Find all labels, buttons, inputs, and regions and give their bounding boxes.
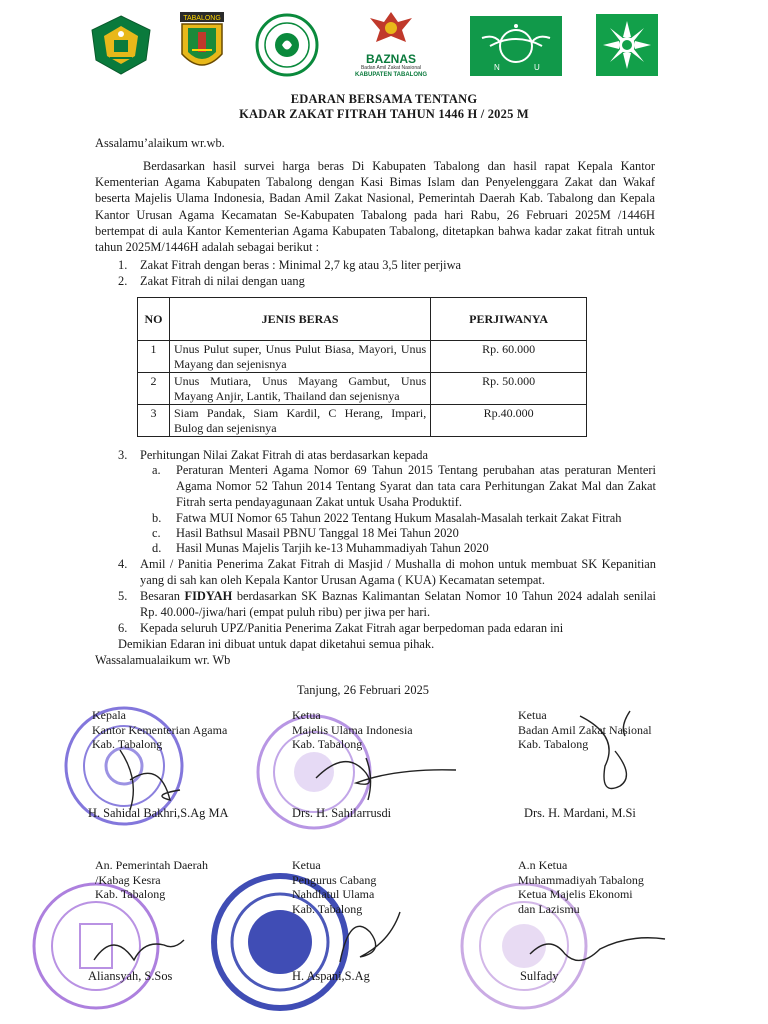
baznas-subtitle: Badan Amil Zakat Nasional: [360, 65, 422, 71]
header-jenis-beras: JENIS BERAS: [169, 298, 430, 341]
nu-logo: [470, 16, 562, 76]
point-4-number: 4.: [118, 557, 128, 571]
table-header-row: [138, 298, 587, 341]
fidyah-bold: FIDYAH: [184, 589, 233, 603]
subpoint-b-text: Fatwa MUI Nomor 65 Tahun 2022 Tentang Hukum Masalah-Masalah terkait Zakat Fitrah: [176, 511, 622, 525]
title-line-2: KADAR ZAKAT FITRAH TAHUN 1446 H / 2025 M: [239, 107, 529, 121]
header-no: NO: [138, 298, 170, 341]
muhammadiyah-logo: [596, 14, 658, 76]
baznas-region: KABUPATEN TABALONG: [355, 72, 427, 78]
point-2-text: Zakat Fitrah di nilai dengan uang: [140, 274, 305, 288]
subpoint-c-text: Hasil Bathsul Masail PBNU Tanggal 18 Mei Tahun 2020: [176, 526, 459, 540]
signatory-muhammadiyah-name: Sulfady: [520, 969, 559, 983]
table-row: [138, 341, 587, 373]
signatory-pemda: An. Pemerintah Daerah /Kabag Kesra Kab. Tabalong: [95, 858, 208, 901]
place-date: Tanjung, 26 Februari 2025: [297, 683, 429, 697]
subpoint-d-letter: d.: [152, 541, 162, 555]
point-5-number: 5.: [118, 589, 128, 603]
signature-muhammadiyah: [520, 924, 670, 974]
svg-text:N: N: [494, 63, 500, 72]
row-no: 2: [138, 373, 170, 405]
point-3-number: 3.: [118, 448, 128, 462]
table-row: [138, 373, 587, 405]
intro-paragraph: Berdasarkan hasil survei harga beras Di Kabupaten Tabalong dan hasil rapat Kepala Kantor Kementerian Agama Kabupaten Tabalong dengan Kasi Bimas Islam dan Penyelenggara Zakat dan Wakaf beserta Majelis Ulama Indonesia, Badan Amil Zakat Nasional, Pemerintah Daerah Kab. Tabalong dan Kepala Kantor Urusan Agama Kecamatan Se-Kabupaten Tabalong pada hari Rabu, 26 Februari 2025M /1446H bertempat di aula Kantor Kementerian Agama Kabupaten Tabalong, ditetapkan bahwa kadar zakat fitrah untuk tahun 2025M/1446H adalah sebagai berikut :: [95, 159, 655, 255]
svg-text:U: U: [534, 63, 540, 72]
signatory-baznas: Ketua Badan Amil Zakat Nasional Kab. Tabalong: [518, 708, 652, 751]
garuda-icon: [348, 8, 434, 48]
point-3-text: Perhitungan Nilai Zakat Fitrah di atas berdasarkan kepada: [140, 448, 428, 462]
point-4-text: Amil / Panitia Penerima Zakat Fitrah di Masjid / Mushalla di mohon untuk membuat SK Kepanitian yang di sah kan oleh Kepala Kantor Urusan Agama ( KUA) Kecamatan setempat.: [140, 557, 656, 587]
point-5-text: Besaran FIDYAH berdasarkan SK Baznas Kalimantan Selatan Nomor 10 Tahun 2024 adalah senilai Rp. 40.000-/jiwa/hari (empat puluh ribu) per jiwa per hari.: [140, 589, 656, 619]
table-row: [138, 405, 587, 437]
svg-text:TABALONG: TABALONG: [183, 15, 221, 22]
logo-row: [0, 8, 768, 86]
header-perjiwanya: PERJIWANYA: [431, 298, 587, 341]
tabalong-logo: [178, 10, 226, 78]
row-jenis: Siam Pandak, Siam Kardil, C Herang, Impari, Bulog dan sejenisnya: [169, 405, 430, 437]
signatory-kemenag-name: H. Sahidal Bakhri,S.Ag MA: [88, 806, 229, 820]
subpoint-c-letter: c.: [152, 526, 161, 540]
point-6-text: Kepada seluruh UPZ/Panitia Penerima Zakat Fitrah agar berpedoman pada edaran ini: [140, 621, 564, 635]
subpoint-d-text: Hasil Munas Majelis Tarjih ke-13 Muhammadiyah Tahun 2020: [176, 541, 489, 555]
row-harga: Rp.40.000: [431, 405, 587, 437]
point-6-number: 6.: [118, 621, 128, 635]
baznas-logo: [348, 8, 434, 82]
kemenag-logo: [88, 14, 154, 76]
subpoint-a-letter: a.: [152, 463, 161, 477]
subpoint-a-text: Peraturan Menteri Agama Nomor 69 Tahun 2015 Tentang perubahan atas peraturan Menteri Agama Nomor 52 Tahun 2014 Tentang Syarat dan tata cara Perhitungan Zakat Mal dan Zakat Fitrah serta pendayagunaan Zakat untuk Usaha Produktif.: [176, 463, 656, 509]
closing-line-1: Demikian Edaran ini dibuat untuk dapat diketahui semua pihak.: [118, 637, 435, 651]
point-2-number: 2.: [118, 274, 128, 288]
row-harga: Rp. 60.000: [431, 341, 587, 373]
signatory-kemenag: Kepala Kantor Kementerian Agama Kab. Tabalong: [92, 708, 228, 751]
signatory-pemda-name: Aliansyah, S.Sos: [88, 969, 173, 983]
signatory-mui: Ketua Majelis Ulama Indonesia Kab. Tabalong: [292, 708, 413, 751]
point-1-text: Zakat Fitrah dengan beras : Minimal 2,7 kg atau 3,5 liter perjiwa: [140, 258, 462, 272]
mui-logo: [254, 12, 320, 78]
baznas-wordmark: BAZNAS: [366, 52, 416, 66]
closing-line-2: Wassalamualaikum wr. Wb: [95, 653, 231, 667]
row-no: 3: [138, 405, 170, 437]
signatory-mui-name: Drs. H. Sahilarrusdi: [292, 806, 392, 820]
rate-table: [137, 297, 587, 437]
signatory-baznas-name: Drs. H. Mardani, M.Si: [524, 806, 636, 820]
row-no: 1: [138, 341, 170, 373]
row-harga: Rp. 50.000: [431, 373, 587, 405]
title-line-1: EDARAN BERSAMA TENTANG: [290, 92, 478, 106]
point-1-number: 1.: [118, 258, 128, 272]
row-jenis: Unus Pulut super, Unus Pulut Biasa, Mayori, Unus Mayang dan sejenisnya: [169, 341, 430, 373]
signatory-muhammadiyah: A.n Ketua Muhammadiyah Tabalong Ketua Majelis Ekonomi dan Lazismu: [518, 858, 644, 916]
greeting: Assalamu’alaikum wr.wb.: [95, 136, 225, 150]
row-jenis: Unus Mutiara, Unus Mayang Gambut, Unus Mayang Anjir, Lantik, Thailand dan sejenisnya: [169, 373, 430, 405]
signatory-pcnu-name: H. Aspani,S.Ag: [292, 969, 370, 983]
signatory-pcnu: Ketua Pengurus Cabang Nahdlatul Ulama Kab. Tabalong: [292, 858, 377, 916]
subpoint-b-letter: b.: [152, 511, 162, 525]
